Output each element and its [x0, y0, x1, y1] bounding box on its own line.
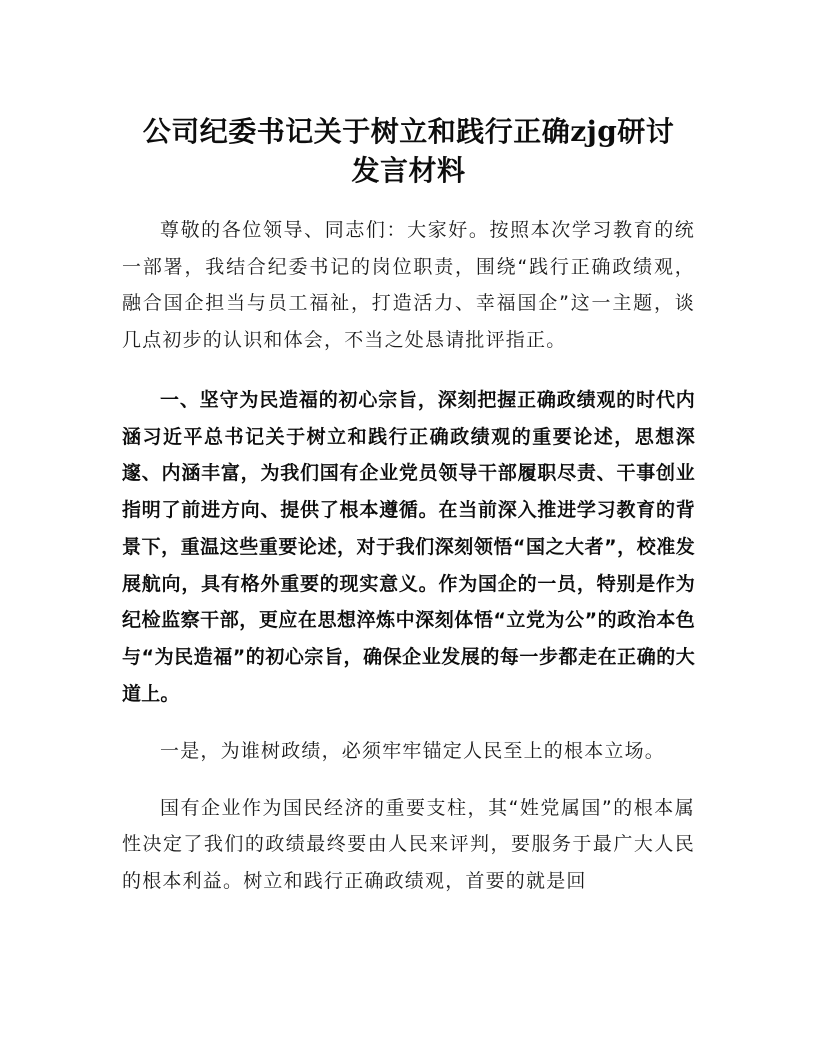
document-title: [122, 112, 695, 190]
body-1-paragraph: 国有企业作为国民经济的重要支柱，其“姓党属国”的根本属性决定了我们的政绩最终要由人民来评判，要服务于最广大人民的根本利益。树立和践行正确政绩观，首要的就是回: [122, 796, 695, 892]
document-title-line-2: 发言材料: [351, 154, 466, 187]
section-1-paragraph: 一、坚守为民造福的初心宗旨，深刻把握正确政绩观的时代内涵习近平总书记关于树立和践行正确政绩观的重要论述，思想深邃、内涵丰富，为我们国有企业党员领导干部履职尽责、干事创业指明了前进方向、提供了根本遵循。在当前深入推进学习教育的背景下，重温这些重要论述，对于我们深刻领悟“国之大者”，校准发展航向，具有格外重要的现实意义。作为国企的一员，特别是作为纪检监察干部，更应在思想淬炼中深刻体悟“立党为公”的政治本色与“为民造福”的初心宗旨，确保企业发展的每一步都走在正确的大道上。: [122, 389, 695, 705]
intro-paragraph: 尊敬的各位领导、同志们：大家好。按照本次学习教育的统一部署，我结合纪委书记的岗位职责，围绕“践行正确政绩观，融合国企担当与员工福祉，打造活力、幸福国企”这一主题，谈几点初步的认识和体会，不当之处恳请批评指正。: [122, 219, 695, 351]
document-title-line-1: 公司纪委书记关于树立和践行正确zjg研讨: [142, 115, 675, 148]
document-content: [122, 112, 695, 899]
point-1-heading: 一是，为谁树政绩，必须牢牢锚定人民至上的根本立场。: [160, 740, 666, 763]
